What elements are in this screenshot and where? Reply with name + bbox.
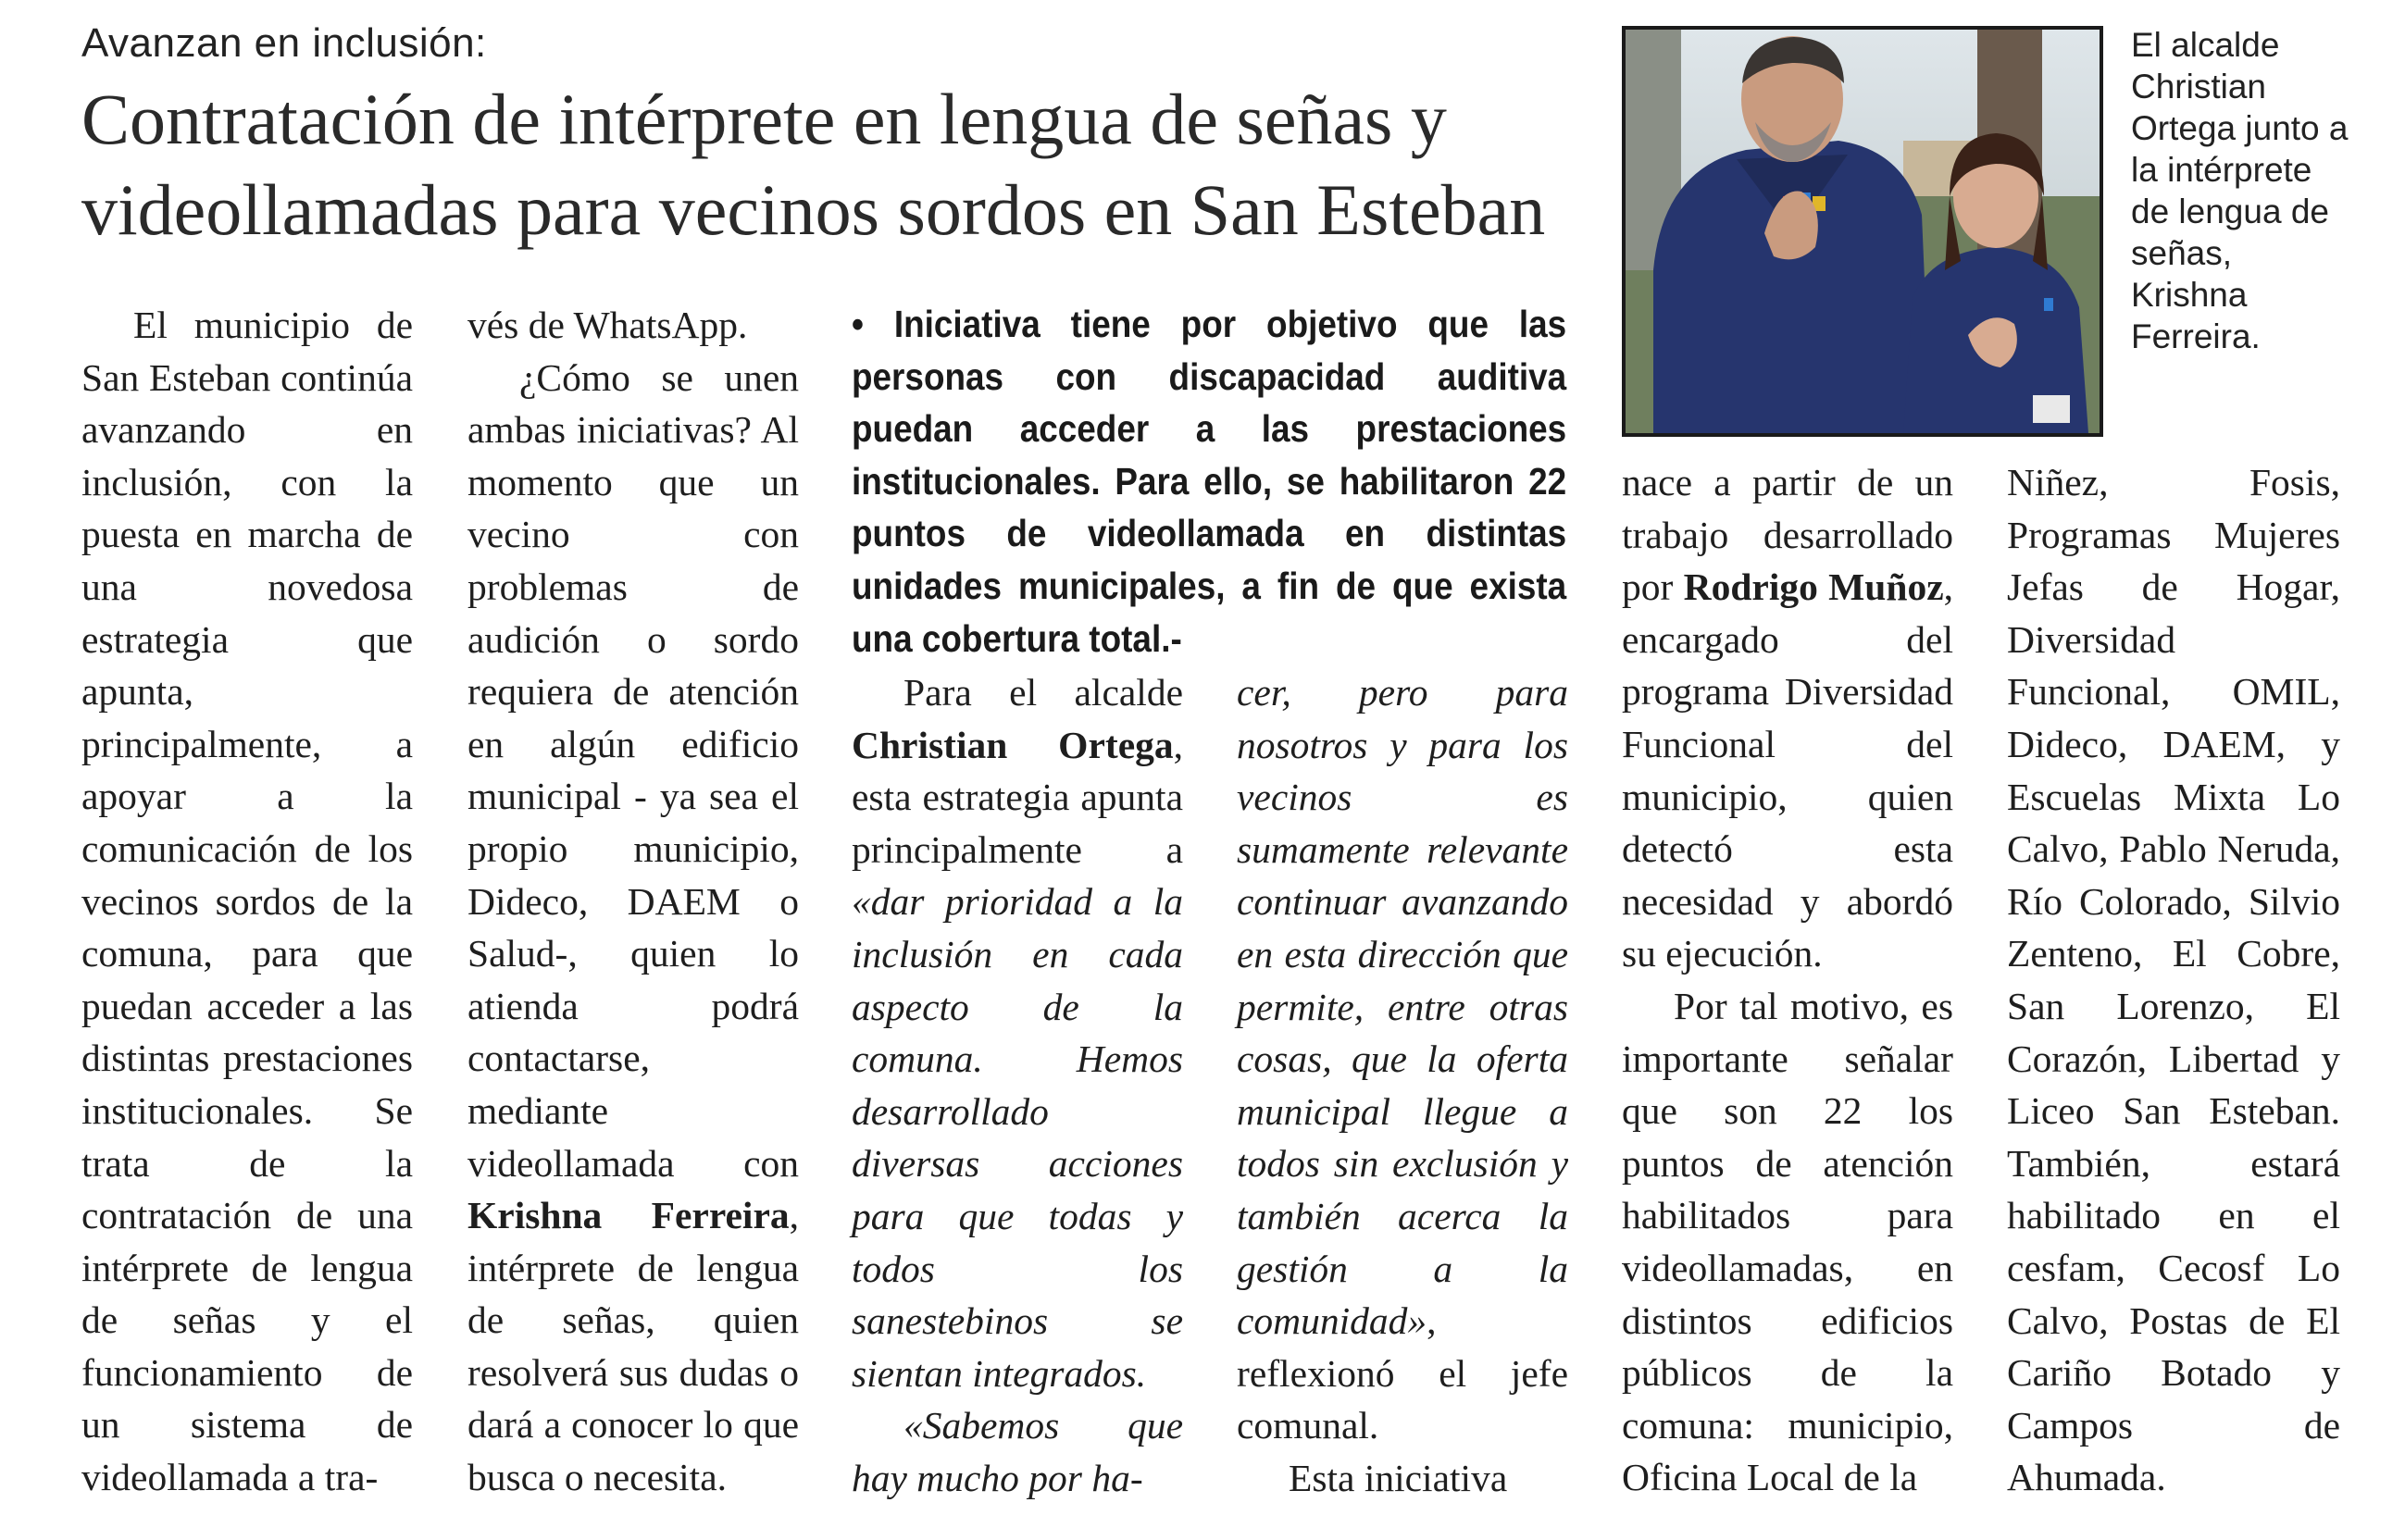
photo-illustration: [1626, 30, 2100, 433]
body-column-2: vés de WhatsApp. ¿Cómo se unen ambas iniciativas? Al momento que un vecino con problemas de audición o sordo requiera de atención en algún edificio municipal - ya sea el propio municipio, Dideco, DAEM o Salud-, quien lo atienda podrá contactarse, mediante videollamada con Krishna Ferreira, intérprete de lengua de señas, quien resolverá sus dudas o dará a conocer lo que busca o necesita.: [467, 304, 799, 1499]
body-column-4: cer, pero para nosotros y para los vecinos es sumamente relevante continuar avanzando en esta dirección que permite, entre otras cosas, que la oferta municipal llegue a todos sin exclusión y también acerca la gestión a la comunidad», reflexionó el jefe comunal. Esta iniciativa: [1237, 671, 1568, 1499]
article-photo: [1622, 26, 2103, 437]
body-column-5: nace a partir de un trabajo desarrollado por Rodrigo Muñoz, encargado del programa Diversidad Funcional del municipio, quien detectó esta necesidad y abordó su ejecución. Por tal motivo, es importante señalar que son 22 los puntos de atención habilitados para videollamadas, en distintos edificios públicos de la comuna: municipio, Oficina Local de la: [1622, 461, 1953, 1499]
body-column-1: El municipio de San Esteban continúa avanzando en inclusión, con la puesta en marcha de una novedosa estrategia que apunta, principalmente, a apoyar a la comunicación de los vecinos sordos de la comuna, para que puedan acceder a las distintas prestaciones institucionales. Se trata de la contratación de una intérprete de lengua de señas y el funcionamiento de un sistema de videollamada a tra-: [81, 304, 413, 1499]
body-column-3: Para el alcalde Christian Ortega, esta estrategia apunta principalmente a «dar prioridad a la inclusión en cada aspecto de la comuna. Hemos desarrollado diversas acciones para que todas y todos los sanestebinos se sientan integrados. «Sabemos que hay mucho por ha-: [852, 671, 1183, 1499]
photo-caption: El alcalde Christian Ortega junto a la intérprete de lengua de señas, Krishna Ferreira.: [2131, 26, 2349, 355]
lead-paragraph: • Iniciativa tiene por objetivo que las personas con discapacidad auditiva puedan acceder a las prestaciones institucionales. Para ello, se habilitaron 22 puntos de videollamada en distintas unidades municipales, a fin de que exista una cobertura total.-: [852, 303, 1567, 660]
headline: Contratación de intérprete en lengua de señas y videollamadas para vecinos sordos en San Esteban: [81, 79, 1546, 250]
body-column-6: Niñez, Fosis, Programas Mujeres Jefas de Hogar, Diversidad Funcional, OMIL, Dideco, DAEM, y Escuelas Mixta Lo Calvo, Pablo Neruda, Río Colorado, Silvio Zenteno, El Cobre, San Lorenzo, El Corazón, Libertad y Liceo San Esteban. También, estará habilitado en el cesfam, Cecosf Lo Calvo, Postas de El Cariño Botado y Campos de Ahumada.: [2007, 461, 2340, 1499]
kicker: Avanzan en inclusión:: [81, 20, 487, 66]
